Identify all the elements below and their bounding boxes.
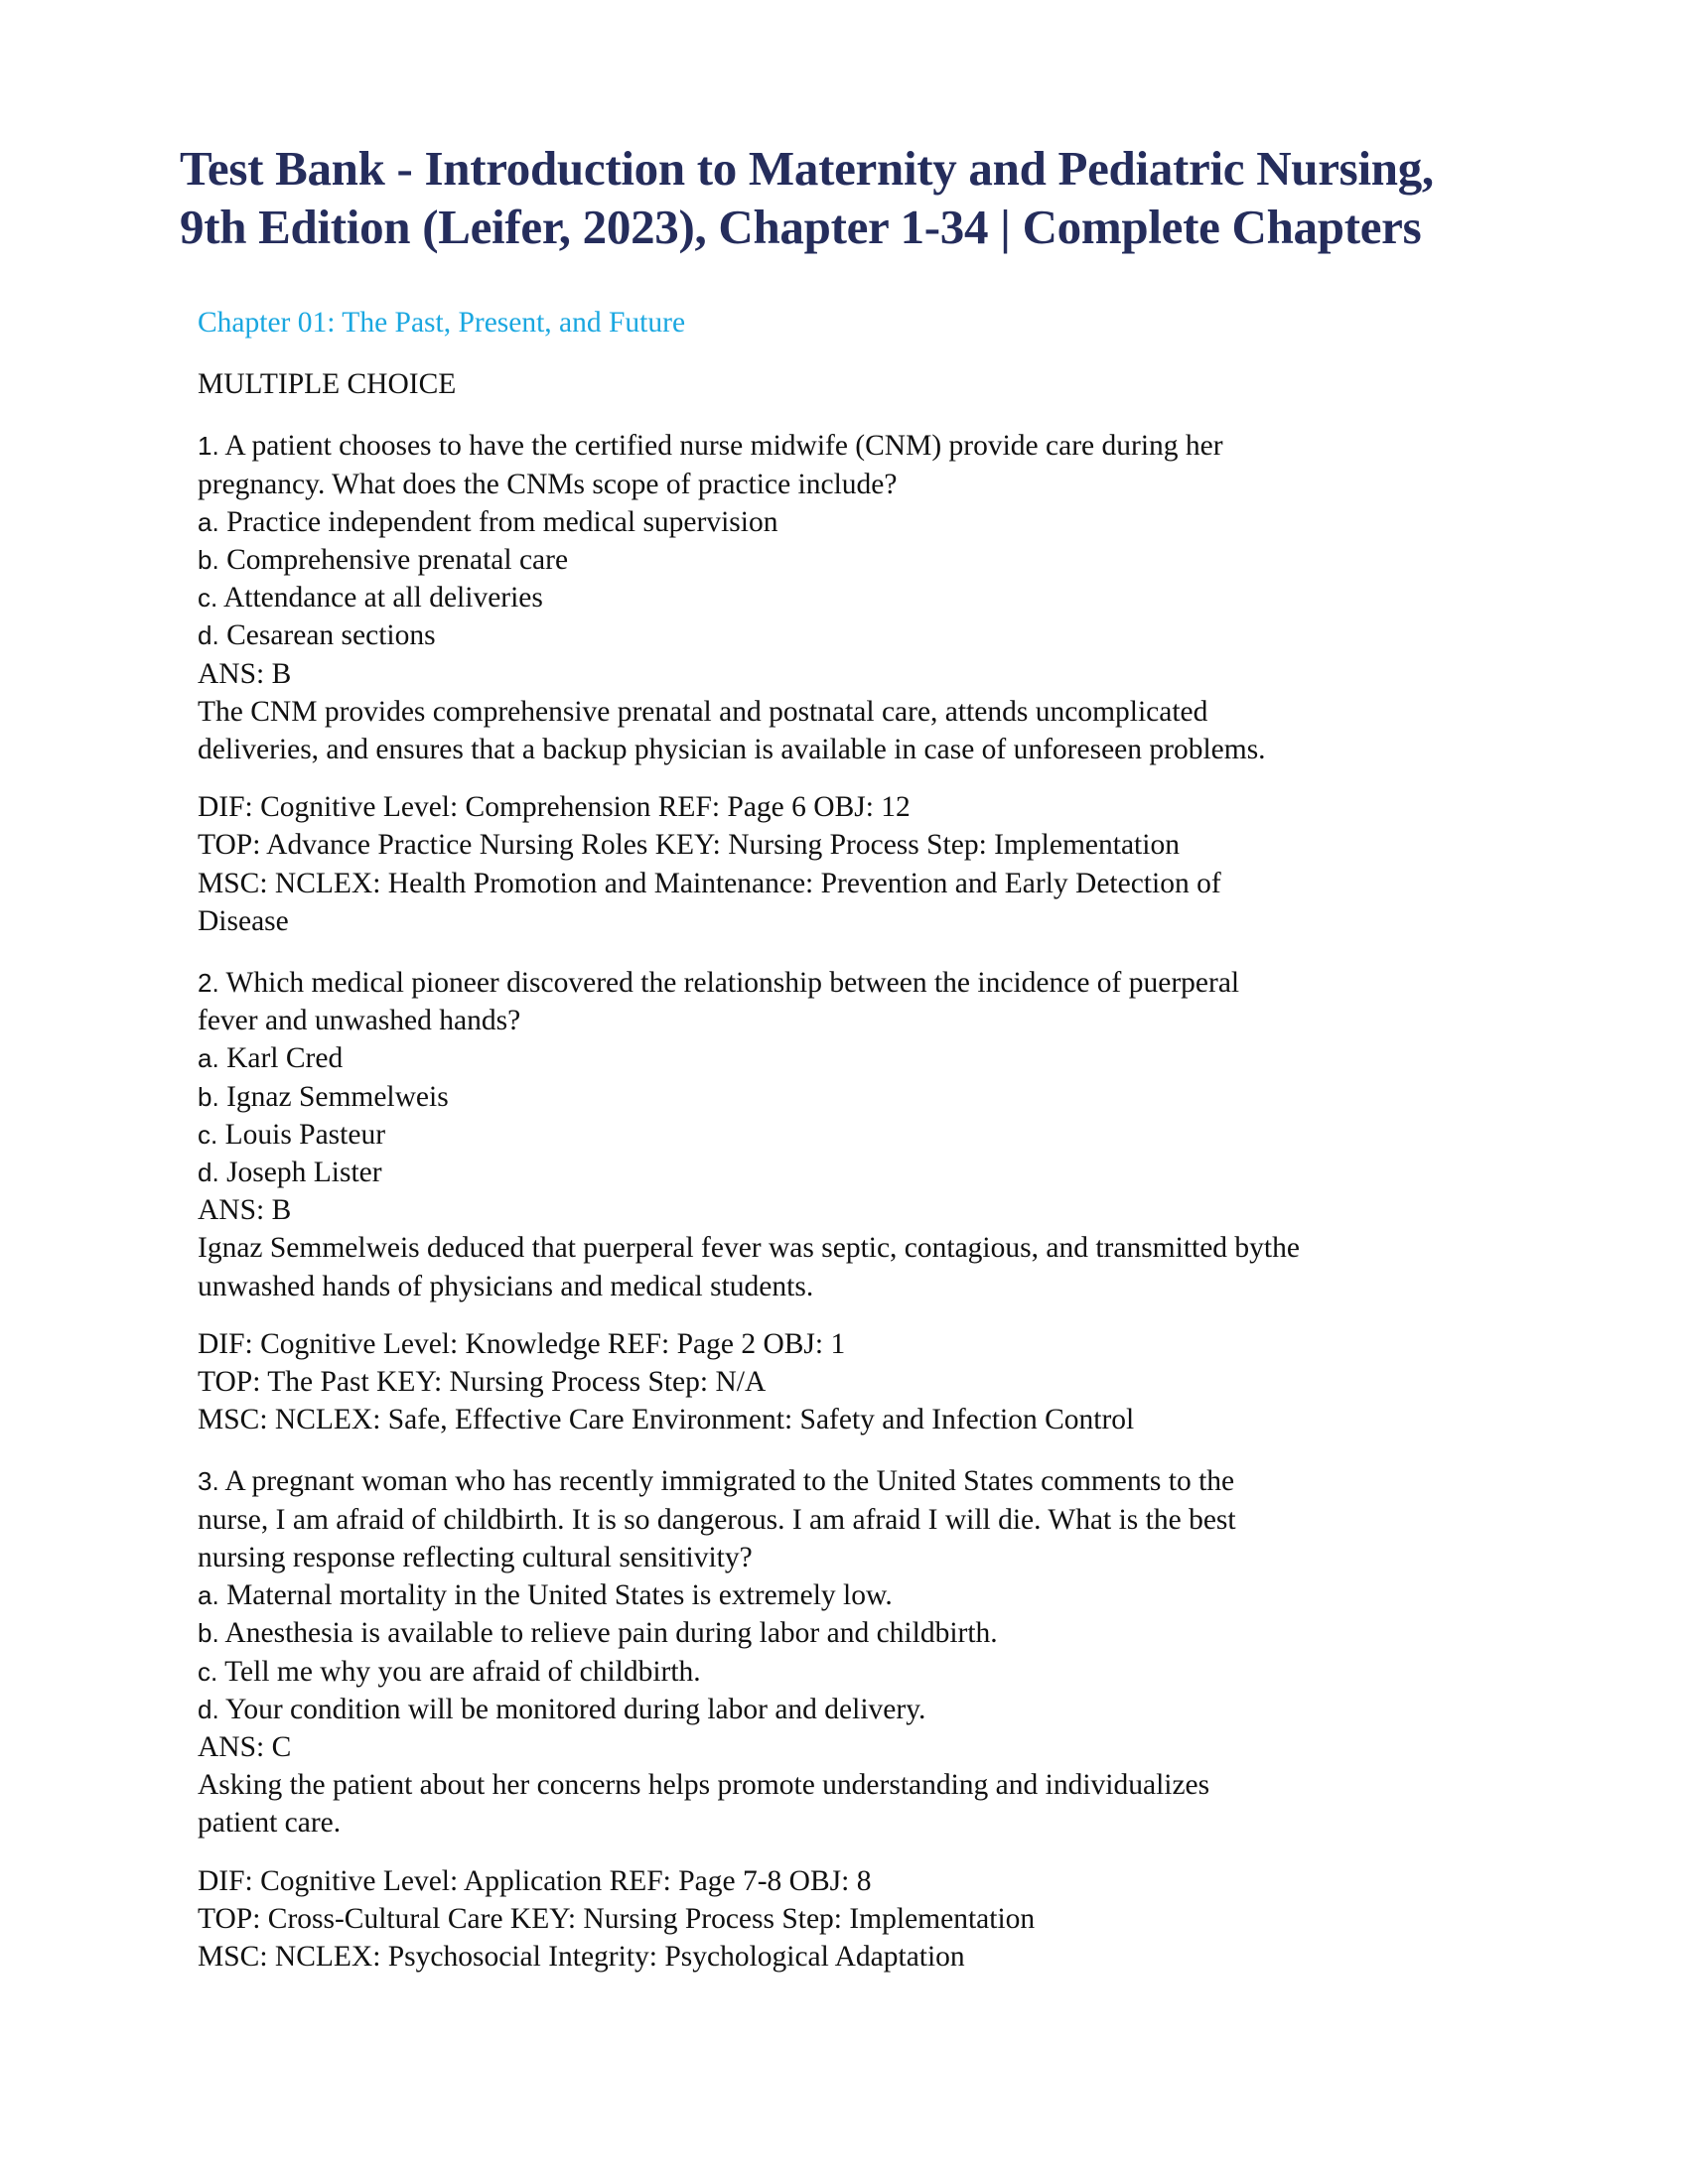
metadata-line: TOP: Cross-Cultural Care KEY: Nursing Process Step: Implementation (198, 1902, 1036, 1935)
answer-key: ANS: B (198, 657, 292, 690)
metadata-line: DIF: Cognitive Level: Comprehension REF: Page 6 OBJ: 12 (198, 791, 911, 824)
answer-key: ANS: C (198, 1730, 292, 1763)
metadata-line: DIF: Cognitive Level: Knowledge REF: Page 2 OBJ: 1 (198, 1327, 846, 1360)
question-stem-line (198, 1002, 1488, 1039)
option-letter: b. (198, 1618, 219, 1649)
answer-option (198, 1078, 1488, 1116)
option-letter: b. (198, 1081, 219, 1112)
option-text: Tell me why you are afraid of childbirth. (217, 1655, 701, 1688)
title-line-1: Test Bank - Introduction to Maternity and Pediatric Nursing, (180, 141, 1434, 196)
answer-option (198, 1653, 1488, 1691)
metadata-line: TOP: The Past KEY: Nursing Process Step: N/A (198, 1366, 767, 1399)
question-stem-line (198, 1501, 1488, 1539)
option-letter: c. (198, 583, 218, 614)
option-text: Comprehensive prenatal care (218, 544, 569, 577)
option-letter: d. (198, 620, 219, 651)
rationale-line: patient care. (198, 1807, 342, 1840)
metadata-line: TOP: Advance Practice Nursing Roles KEY: Nursing Process Step: Implementation (198, 829, 1180, 862)
question-stem-text: fever and unwashed hands? (198, 1005, 521, 1037)
question-stem-text: Which medical pioneer discovered the relationship between the incidence of puerperal (218, 967, 1240, 1000)
rationale-line: Asking the patient about her concerns helps promote understanding and individualizes (198, 1769, 1210, 1802)
answer-option (198, 541, 1488, 579)
rationale-line: unwashed hands of physicians and medical students. (198, 1270, 814, 1302)
answer-option (198, 579, 1488, 616)
option-letter: d. (198, 1158, 219, 1188)
metadata-line: MSC: NCLEX: Safe, Effective Care Environment: Safety and Infection Control (198, 1404, 1135, 1436)
option-text: Louis Pasteur (217, 1118, 386, 1151)
answer-option (198, 1576, 1488, 1614)
question-stem-line (198, 1462, 1488, 1500)
question-stem-line (198, 427, 1488, 465)
answer-option (198, 1614, 1488, 1652)
question-number: 1. (198, 431, 219, 462)
question-stem-line (198, 964, 1488, 1002)
document-title (180, 139, 1570, 256)
title-line-2: 9th Edition (Leifer, 2023), Chapter 1-34 | Complete Chapters (180, 200, 1422, 254)
answer-option (198, 1691, 1488, 1728)
question-list (198, 427, 1488, 1976)
metadata-line: MSC: NCLEX: Health Promotion and Maintenance: Prevention and Early Detection of (198, 867, 1221, 899)
question-number: 2. (198, 968, 219, 999)
option-letter: d. (198, 1694, 219, 1724)
question-metadata (198, 788, 1488, 940)
option-letter: a. (198, 1043, 219, 1074)
question-stem-line (198, 466, 1488, 503)
question-stem-text: nurse, I am afraid of childbirth. It is so dangerous. I am afraid I will die. What is the best (198, 1503, 1236, 1536)
answer-option (198, 616, 1488, 654)
section-heading: MULTIPLE CHOICE (198, 368, 457, 401)
answer-option (198, 1116, 1488, 1154)
option-text: Your condition will be monitored during labor and delivery. (218, 1693, 926, 1725)
option-letter: b. (198, 545, 219, 576)
question-item (198, 964, 1488, 1438)
question-item (198, 1462, 1488, 1976)
question-number: 3. (198, 1466, 219, 1497)
question-metadata (198, 1325, 1488, 1439)
question-stem-text: A pregnant woman who has recently immigrated to the United States comments to the (218, 1465, 1235, 1498)
answer-option (198, 503, 1488, 541)
option-text: Joseph Lister (218, 1157, 382, 1189)
option-text: Ignaz Semmelweis (218, 1080, 449, 1113)
option-letter: a. (198, 506, 219, 537)
question-stem-text: pregnancy. What does the CNMs scope of practice include? (198, 468, 898, 500)
option-text: Anesthesia is available to relieve pain during labor and childbirth. (218, 1617, 998, 1650)
answer-option (198, 1039, 1488, 1077)
rationale-line: deliveries, and ensures that a backup physician is available in case of unforeseen problems. (198, 734, 1266, 766)
rationale-line: The CNM provides comprehensive prenatal and postnatal care, attends uncomplicated (198, 695, 1208, 728)
document-body (198, 304, 1488, 1999)
answer-key: ANS: B (198, 1194, 292, 1227)
metadata-line: MSC: NCLEX: Psychosocial Integrity: Psychological Adaptation (198, 1940, 965, 1973)
question-item (198, 427, 1488, 940)
option-text: Karl Cred (218, 1042, 344, 1075)
rationale-line: Ignaz Semmelweis deduced that puerperal fever was septic, contagious, and transmitted bythe (198, 1232, 1300, 1265)
option-letter: a. (198, 1580, 219, 1611)
metadata-line: Disease (198, 904, 289, 937)
chapter-heading: Chapter 01: The Past, Present, and Future (198, 307, 686, 339)
option-text: Maternal mortality in the United States is extremely low. (218, 1579, 893, 1612)
question-stem-text: nursing response reflecting cultural sensitivity? (198, 1541, 753, 1573)
option-text: Cesarean sections (218, 619, 436, 652)
metadata-line: DIF: Cognitive Level: Application REF: Page 7-8 OBJ: 8 (198, 1864, 872, 1897)
option-text: Attendance at all deliveries (217, 582, 543, 614)
option-letter: c. (198, 1119, 218, 1150)
question-stem-text: A patient chooses to have the certified nurse midwife (CNM) provide care during her (218, 430, 1223, 463)
question-metadata (198, 1862, 1488, 1977)
option-text: Practice independent from medical supervision (218, 505, 778, 538)
question-stem-line (198, 1539, 1488, 1576)
answer-option (198, 1154, 1488, 1191)
option-letter: c. (198, 1656, 218, 1687)
